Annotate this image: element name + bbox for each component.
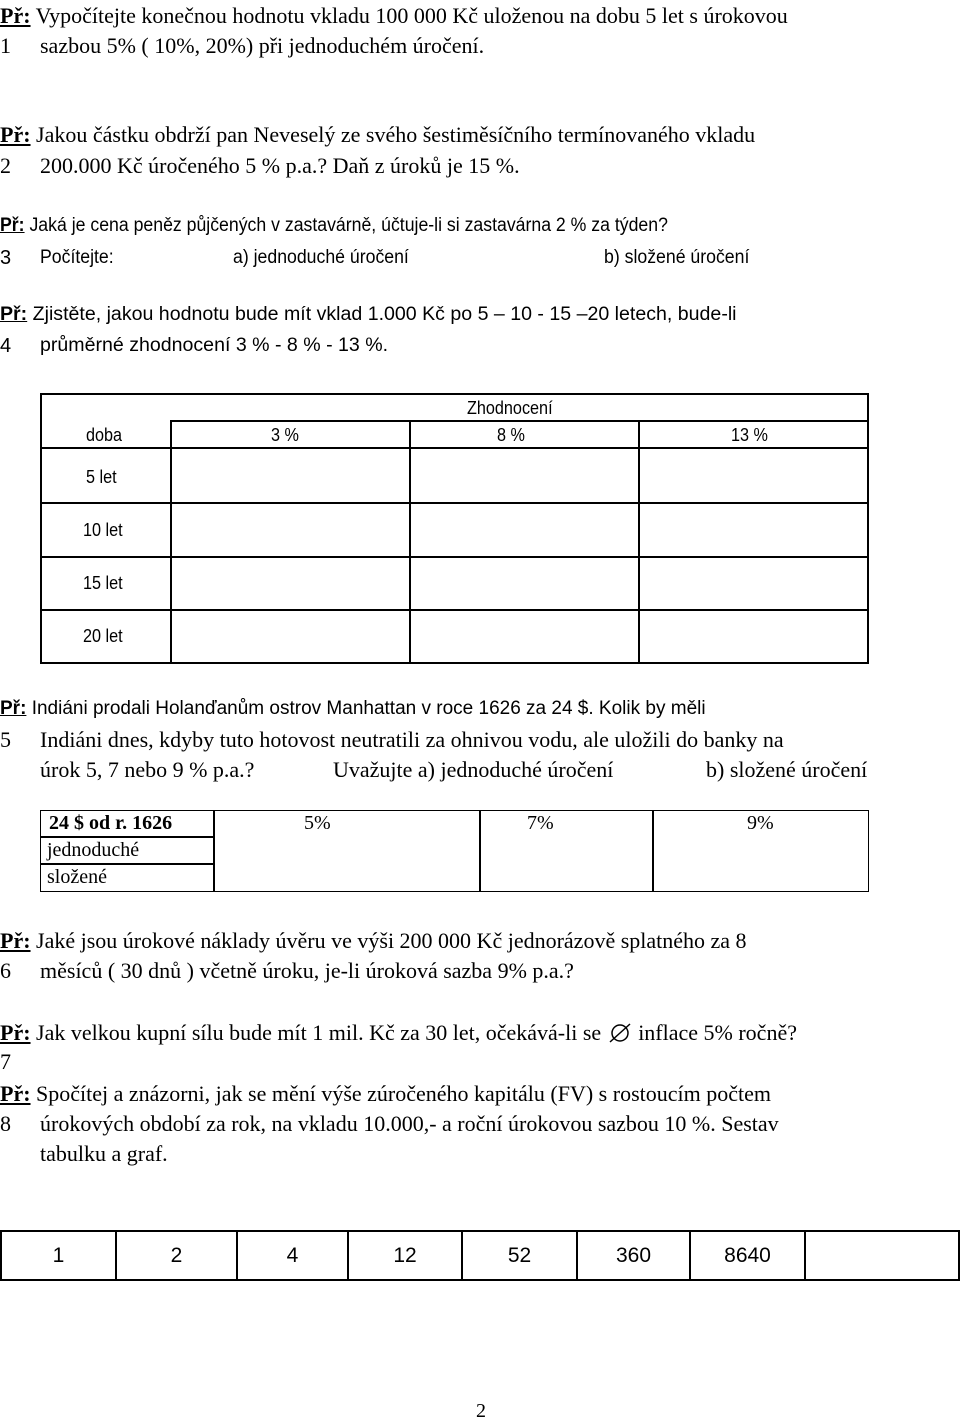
problem-prefix: Př: [0,3,31,28]
problem-5-line-2: Indiáni dnes, kdyby tuto hotovost neutratili za ohnivou vodu, ale uložili do banky na [40,727,784,752]
row-divider [42,609,867,611]
period-cell: 2 [170,1244,183,1267]
problem-prefix: Př: [0,928,31,953]
period-cell: 12 [393,1244,417,1267]
column-header: 5% [304,812,331,834]
problem-number: 8 [0,1111,11,1136]
column-divider [409,420,411,662]
problem-prefix: Př: [0,215,25,236]
problem-prefix: Př: [0,122,31,147]
problem-6-line-1: Př: Jaké jsou úrokové náklady úvěru ve výši 200 000 Kč jednorázově splatného za 8 [0,928,747,953]
group-header: Zhodnocení [467,398,553,418]
row-divider [41,836,214,838]
problem-2-line-1: Př: Jakou částku obdrží pan Neveselý ze svého šestiměsíčního termínovaného vkladu [0,122,756,147]
problem-8-line-3: tabulku a graf. [40,1141,168,1166]
row-label: jednoduché [47,839,140,861]
group-header-rule [170,420,867,422]
row-label: složené [47,866,107,888]
column-divider [213,811,215,891]
row-label: 10 let [83,520,123,540]
problem-5-line-3: úrok 5, 7 nebo 9 % p.a.? [40,757,255,782]
periods-table [0,1230,960,1281]
row-divider [42,447,867,449]
problem-5-option-a: Uvažujte a) jednoduché úročení [333,757,614,782]
column-header: 8 % [497,425,525,445]
period-cell: 1 [52,1244,65,1267]
period-cell: 52 [507,1244,532,1267]
problem-1-line-2: sazbou 5% ( 10%, 20%) při jednoduchém úročení. [40,33,485,58]
problem-3-option-a: a) jednoduché úročení [233,247,409,268]
column-header: 9% [747,812,774,834]
page-number: 2 [476,1400,486,1422]
problem-7-line-1: Př: Jak velkou kupní sílu bude mít 1 mil. Kč za 30 let, očekává-li se inflace 5% ročně? [0,1020,797,1045]
problem-number: 7 [0,1049,11,1074]
column-divider [652,811,654,891]
column-divider [479,811,481,891]
problem-3-option-b: b) složené úročení [604,247,750,268]
problem-number: 5 [0,727,11,752]
column-header: 13 % [731,425,768,445]
problem-8-line-1: Př: Spočítej a znázorni, jak se mění výše zúročeného kapitálu (FV) s rostoucím počtem [0,1081,771,1106]
problem-number: 3 [0,247,12,269]
period-cell: 4 [286,1244,299,1267]
row-divider [41,863,214,865]
problem-prefix: Př: [0,1020,31,1045]
column-header: 7% [527,812,554,834]
row-divider [42,556,867,558]
problem-5-option-b: b) složené úročení [706,757,868,782]
column-divider [170,420,172,662]
row-header: doba [86,425,123,445]
column-header: 3 % [271,425,299,445]
problem-prefix: Př: [0,1081,31,1106]
column-divider [804,1232,806,1279]
problem-4-line-1: Př: Zjistěte, jakou hodnotu bude mít vklad 1.000 Kč po 5 – 10 - 15 –20 letech, bude-li [0,304,737,325]
problem-8-line-2: úrokových období za rok, na vkladu 10.000,- a roční úrokovou sazbou 10 %. Sestav [40,1111,779,1136]
period-cell: 360 [615,1244,652,1267]
problem-3-line-2: Počítejte: [40,247,114,268]
corner-header: 24 $ od r. 1626 [49,812,173,834]
problem-3-line-1: Př: Jaká je cena peněz půjčených v zastavárně, účtuje-li si zastavárna 2 % za týden? [0,215,668,236]
problem-prefix: Př: [0,304,28,325]
average-symbol-icon [607,1020,633,1046]
problem-number: 6 [0,958,11,983]
problem-2-line-2: 200.000 Kč úročeného 5 % p.a.? Daň z úroků je 15 %. [40,153,520,178]
problem-number: 1 [0,33,11,58]
column-divider [638,420,640,662]
row-label: 15 let [83,573,123,593]
row-label: 5 let [86,467,117,487]
problem-number: 4 [0,335,12,357]
row-divider [42,502,867,504]
problem-4-line-2: průměrné zhodnocení 3 % - 8 % - 13 %. [40,335,389,356]
problem-5-line-1: Př: Indiáni prodali Holanďanům ostrov Manhattan v roce 1626 za 24 $. Kolik by měli [0,698,706,719]
problem-6-line-2: měsíců ( 30 dnů ) včetně úroku, je-li úroková sazba 9% p.a.? [40,958,574,983]
valuation-table [40,393,869,664]
row-label: 20 let [83,626,123,646]
manhattan-table [40,810,869,892]
problem-number: 2 [0,153,11,178]
problem-prefix: Př: [0,698,27,719]
period-cell: 8640 [724,1244,771,1267]
problem-1-line-1: Př: Vypočítejte konečnou hodnotu vkladu 100 000 Kč uloženou na dobu 5 let s úrokovou [0,3,788,28]
